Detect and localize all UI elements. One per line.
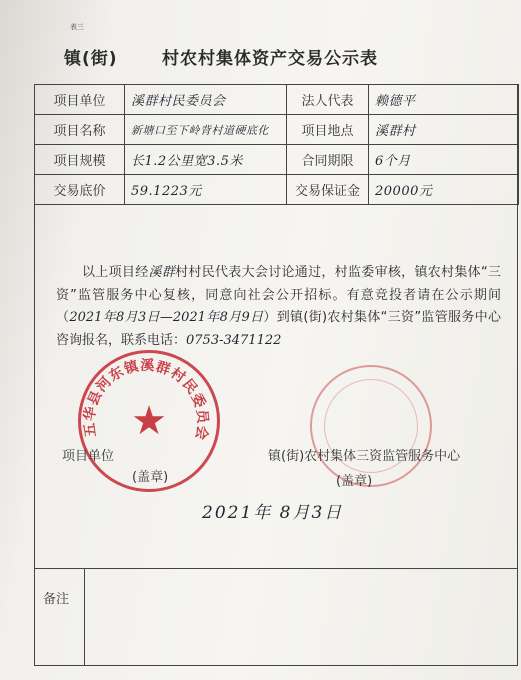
title-main: 村农村集体资产交易公示表 — [162, 49, 378, 69]
cell-value-handwritten: 20000元 — [369, 175, 519, 205]
cell-value-handwritten: 赖德平 — [369, 85, 519, 115]
cell-label: 项目名称 — [35, 115, 125, 145]
cell-value-handwritten: 6个月 — [369, 145, 519, 175]
title-prefix: 镇(街) — [64, 49, 118, 69]
cell-value-handwritten: 新塘口至下岭背村道硬底化 — [125, 115, 287, 145]
remark-divider — [34, 568, 518, 569]
svg-text:五华县河东镇溪群村民委员会 — [81, 357, 212, 442]
supervision-center-seal — [310, 365, 432, 487]
supervision-center-label: 镇(街)农村集体三资监管服务中心 — [268, 449, 461, 464]
cell-value-handwritten: 溪群村 — [369, 115, 519, 145]
cell-value-handwritten: 长1.2公里宽3.5米 — [125, 145, 287, 175]
date-to-handwritten: 2021年8月9日 — [172, 310, 264, 325]
village-handwritten: 溪群 — [148, 265, 176, 280]
notice-text: 村村民代表大会讨论通过，村监委审核，镇农村集体“三资”监管服务中心复核，同意向社会公开招标。有意竞投者请在公示期间（ — [56, 265, 501, 325]
cell-value-handwritten: 溪群村民委员会 — [125, 85, 287, 115]
phone-handwritten: 0753-3471122 — [186, 332, 282, 348]
cell-value-handwritten: 59.1223元 — [125, 175, 287, 205]
table-row — [35, 145, 519, 175]
star-icon: ★ — [131, 398, 167, 444]
remark-column-divider — [84, 568, 85, 666]
notice-text: 以上项目经 — [82, 265, 149, 280]
info-table — [34, 84, 519, 205]
notice-text: — — [159, 310, 173, 325]
table-row — [35, 85, 519, 115]
remark-label: 备注 — [43, 592, 70, 607]
supervision-center-seal-note: (盖章) — [336, 474, 373, 489]
form-number-label: 表三 — [70, 23, 84, 31]
cell-label: 项目地点 — [287, 115, 369, 145]
cell-label: 法人代表 — [287, 85, 369, 115]
cell-label: 合同期限 — [287, 145, 369, 175]
cell-label: 交易保证金 — [287, 175, 369, 205]
seal-text: 五华县河东镇溪群村民委员会 — [81, 357, 211, 442]
cell-label: 交易底价 — [35, 175, 125, 205]
date-from-handwritten: 2021年8月3日 — [69, 310, 160, 325]
cell-label: 项目单位 — [35, 85, 125, 115]
signature-date-handwritten: 2021年 8月3日 — [202, 503, 344, 523]
cell-label: 项目规模 — [35, 145, 125, 175]
notice-text: ）到镇(街)农村集体“三资”监管服务中心咨询报名，联系电话： — [56, 310, 501, 348]
table-row — [35, 175, 519, 205]
notice-paragraph — [56, 262, 501, 352]
table-row — [35, 115, 519, 145]
project-unit-label: 项目单位 — [62, 449, 115, 464]
project-unit-seal-note: (盖章) — [132, 470, 169, 485]
